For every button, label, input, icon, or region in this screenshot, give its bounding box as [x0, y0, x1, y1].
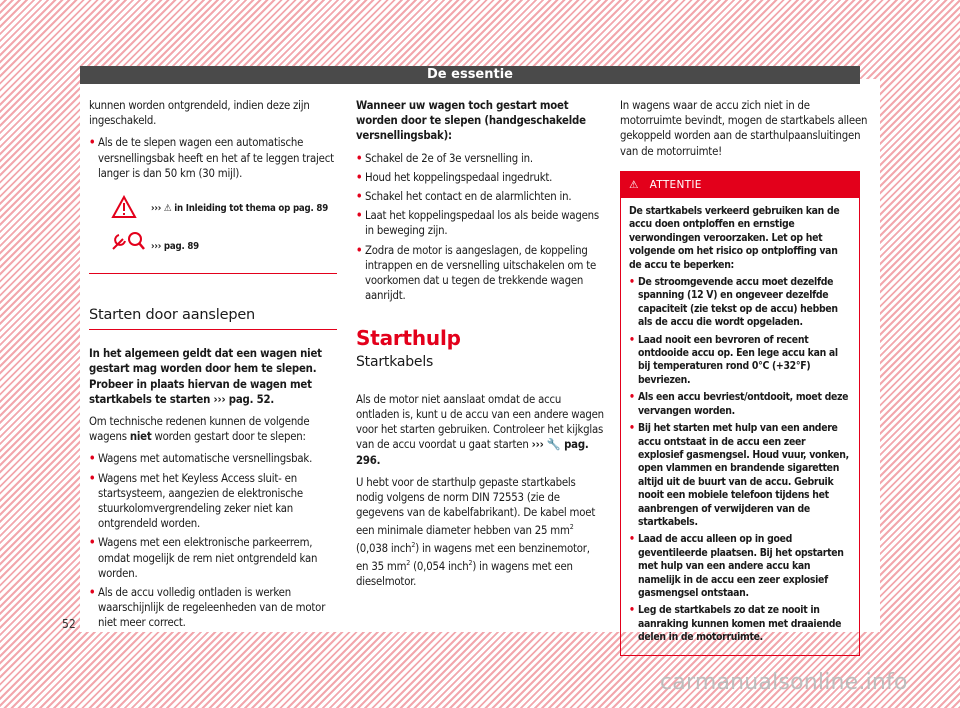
list-item: • Schakel de 2e of 3e versnelling in. [356, 151, 604, 166]
lead-paragraph: Wanneer uw wagen toch gestart moet worden door te slepen (handgeschakelde versnellingsbak): [356, 99, 586, 143]
list-item: • De stroomgevende accu moet dezelfde spanning (12 V) en ongeveer dezelfde capaciteit (zie tekst op de accu) hebben als de accu die wordt opgeladen. [629, 276, 851, 330]
intro-text: kunnen worden ontgrendeld, indien deze zijn ingeschakeld. [89, 99, 310, 128]
section-title-starthulp: Starthulp [356, 326, 461, 351]
paragraph-kabels: U hebt voor de starthulp gepaste startkabels nodig volgens de norm DIN 72553 (zie de gegevens van de kabelfabrikant). De kabel moet een minimale diameter hebben van 25 $mm^2$ (0,038 inch$^2$) in wagens met een benzinemotor, en 35 $mm^2$ (0,054 inch$^2$) in wagens met een dieselmotor. [356, 475, 596, 589]
reference-link[interactable]: ››› 🔧 pag. 296. [356, 438, 589, 467]
page-number: 52 [62, 617, 76, 631]
bullet-tow: • Als de te slepen wagen een automatische versnellingsbak heeft en het af te leggen traject langer is dan 50 km (30 mijl). [89, 135, 337, 181]
reasons-paragraph: Om technische redenen kunnen de volgende wagens niet worden gestart door te slepen: [89, 415, 310, 444]
list-item: • Wagens met een elektronische parkeerrem, omdat mogelijk de rem niet ontgrendeld kan worden. [89, 535, 337, 581]
attention-lead: De startkabels verkeerd gebruiken kan de accu doen ontploffen en ernstige verwondingen veroorzaken. Let op het volgende om het risico op ontploffing van de accu te beperken: [629, 205, 840, 271]
attention-box [620, 171, 860, 656]
reference-warning-link[interactable]: ››› ⚠ in Inleiding tot thema op pag. 89 [151, 203, 329, 215]
intro-text: In wagens waar de accu zich niet in de motorruimte bevindt, mogen de startkabels alleen gekoppeld worden aan de starthulpaansluitingen van de motorruimte! [620, 99, 868, 158]
list-item: • Als de accu volledig ontladen is werken waarschijnlijk de regeleenheden van de motor niet meer correct. [89, 585, 337, 631]
list-item: • Als een accu bevriest/ontdooit, moet deze vervangen worden. [629, 391, 851, 418]
list-item: • Wagens met het Keyless Access sluit- en startsysteem, aangezien de elektronische stuurkolomvergrendeling zeker niet kan ontgrendeld worden. [89, 471, 337, 532]
paragraph-accu: Als de motor niet aanslaat omdat de accu ontladen is, kunt u de accu van een andere wagen voor het starten gebruiken. Controleer het kijkglas van de accu voordat u gaat starten ››› 🔧 pag. 296. [356, 392, 604, 467]
list-item: • Houd het koppelingspedaal ingedrukt. [356, 170, 604, 185]
list-item: • Zodra de motor is aangeslagen, de koppeling intrappen en de versnelling uitschakelen om te voorkomen dat u tegen de trekkende wagen aanrijdt. [356, 243, 604, 304]
subsection-title-startkabels: Startkabels [356, 353, 434, 370]
page-header: De essentie [80, 66, 860, 84]
list-item: • Leg de startkabels zo dat ze nooit in aanraking kunnen komen met draaiende delen in de motorruimte. [629, 604, 851, 644]
list-item: • Laat het koppelingspedaal los als beide wagens in beweging zijn. [356, 208, 604, 238]
tool-icon [109, 231, 145, 253]
list-item: • Bij het starten met hulp van een andere accu ontstaat in de accu een zeer explosief gasmengsel. Houd vuur, vonken, open vlammen en brandende sigaretten altijd uit de buurt van de accu. Gebruik nooit een mobiele telefoon tijdens het aanbrengen of verwijderen van de startkabels. [629, 422, 851, 529]
list-item: • Laad de accu alleen op in goed geventileerde plaatsen. Bij het opstarten met hulp van een andere accu kan namelijk in de accu een zeer explosief gasmengsel ontstaan. [629, 533, 851, 600]
attention-body [621, 198, 859, 655]
warning-triangle-icon: ⚠ [629, 178, 639, 191]
list-item: • Wagens met automatische versnellingsbak. [89, 451, 337, 466]
reference-box [89, 195, 337, 274]
attention-header: ⚠ ATTENTIE [621, 172, 859, 198]
section-title-aanslepen: Starten door aanslepen [89, 308, 337, 330]
watermark: carmanualsonline.info [660, 670, 908, 695]
column-left [89, 98, 337, 635]
list-item: • Schakel het contact en de alarmlichten in. [356, 189, 604, 204]
reference-tool-link[interactable]: ››› pag. 89 [151, 241, 199, 253]
column-right [620, 98, 868, 656]
lead-paragraph: In het algemeen geldt dat een wagen niet gestart mag worden door hem te slepen. Probeer in plaats hiervan de wagen met startkabels te starten ››› pag. 52. [89, 347, 322, 406]
warning-triangle-icon [111, 195, 137, 219]
column-middle [356, 98, 604, 597]
list-item: • Laad nooit een bevroren of recent ontdooide accu op. Een lege accu kan al bij temperaturen rond 0°C (+32°F) bevriezen. [629, 334, 851, 388]
